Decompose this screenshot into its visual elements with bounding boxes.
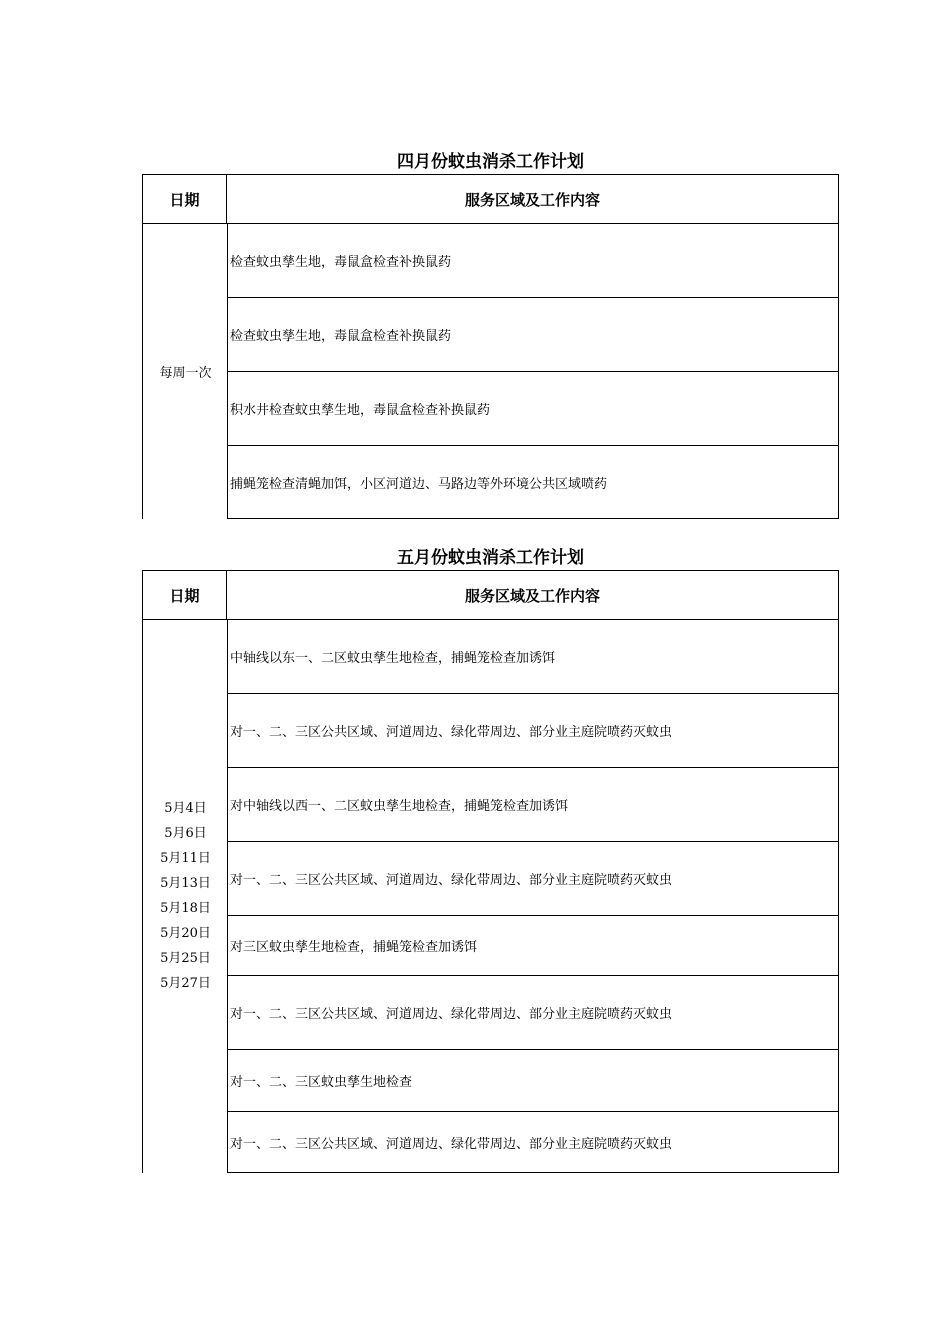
header-content: 服务区域及工作内容	[227, 175, 839, 223]
header-date: 日期	[142, 571, 227, 619]
date-text: 每周一次	[159, 365, 212, 381]
date-line: 5月20日	[160, 926, 211, 941]
date-line: 5月18日	[160, 901, 211, 916]
content-rows	[227, 223, 839, 519]
table-row: 对一、二、三区公共区域、河道周边、绿化带周边、部分业主庭院喷药灭蚊虫	[228, 1112, 838, 1173]
table-header	[142, 174, 839, 224]
date-line: 5月6日	[164, 826, 207, 841]
table-row: 积水井检查蚊虫孳生地，毒鼠盒检查补换鼠药	[228, 372, 838, 446]
date-line: 5月4日	[164, 801, 207, 816]
table-row: 检查蚊虫孳生地，毒鼠盒检查补换鼠药	[228, 298, 838, 372]
date-line: 5月13日	[160, 876, 211, 891]
header-content: 服务区域及工作内容	[227, 571, 839, 619]
date-line: 5月25日	[160, 951, 211, 966]
header-date: 日期	[142, 175, 227, 223]
table-row: 对一、二、三区公共区域、河道周边、绿化带周边、部分业主庭院喷药灭蚊虫	[228, 976, 838, 1050]
table-row: 中轴线以东一、二区蚊虫孳生地检查，捕蝇笼检查加诱饵	[228, 619, 838, 694]
table-row: 捕蝇笼检查清蝇加饵，小区河道边、马路边等外环境公共区域喷药	[228, 446, 838, 519]
table-row: 检查蚊虫孳生地，毒鼠盒检查补换鼠药	[228, 223, 838, 298]
table-row: 对一、二、三区公共区域、河道周边、绿化带周边、部分业主庭院喷药灭蚊虫	[228, 694, 838, 768]
date-cell	[142, 619, 228, 1173]
content-rows	[227, 619, 839, 1173]
date-line: 5月27日	[160, 976, 211, 991]
table-row: 对中轴线以西一、二区蚊虫孳生地检查，捕蝇笼检查加诱饵	[228, 768, 838, 842]
table-row: 对一、二、三区公共区域、河道周边、绿化带周边、部分业主庭院喷药灭蚊虫	[228, 842, 838, 916]
table-row: 对三区蚊虫孳生地检查，捕蝇笼检查加诱饵	[228, 916, 838, 976]
april-plan-title: 四月份蚊虫消杀工作计划	[397, 152, 584, 172]
may-plan-title: 五月份蚊虫消杀工作计划	[397, 548, 584, 568]
date-line: 5月11日	[160, 851, 211, 866]
date-cell	[142, 223, 228, 519]
table-row: 对一、二、三区蚊虫孳生地检查	[228, 1050, 838, 1112]
table-header	[142, 570, 839, 620]
